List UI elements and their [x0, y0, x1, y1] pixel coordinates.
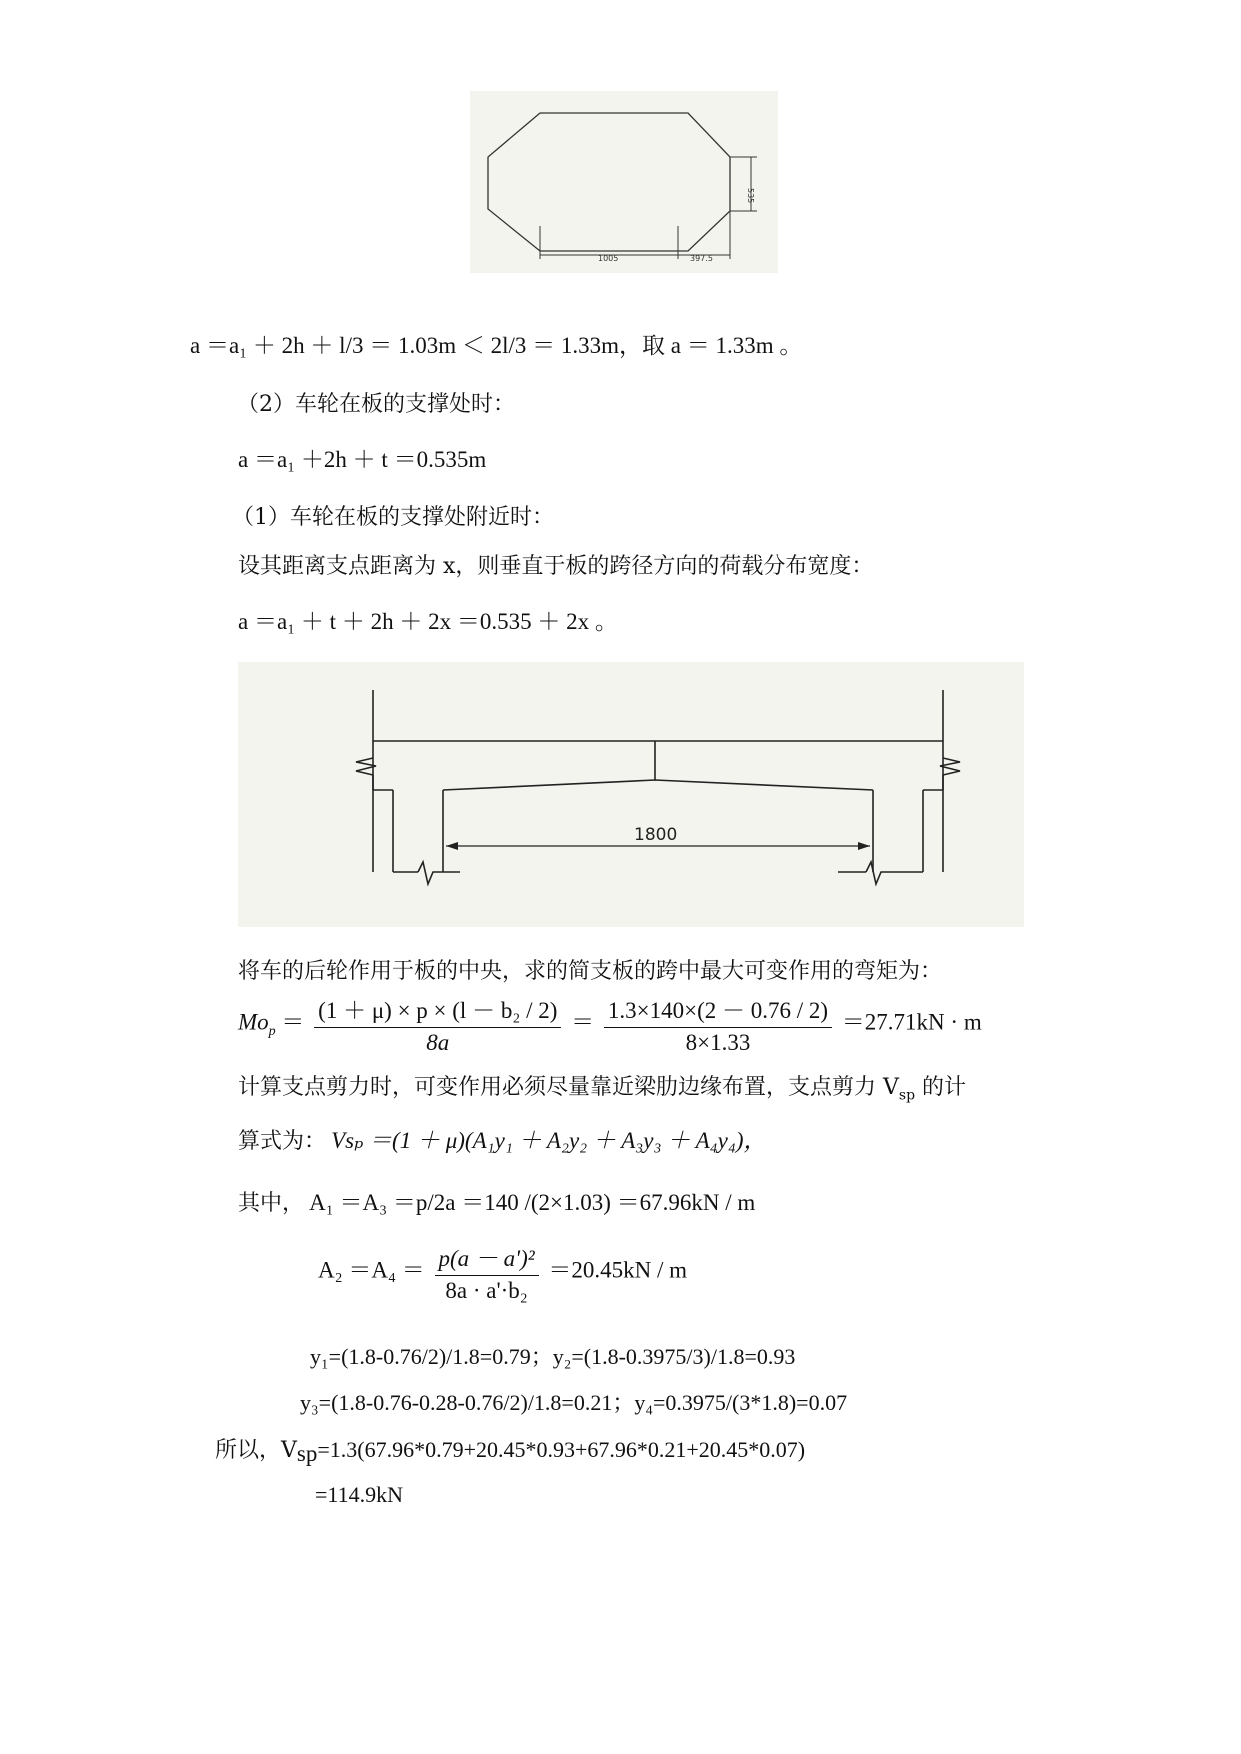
moment-fraction-1 — [314, 992, 561, 1056]
moment-lhs-sub: p — [268, 1023, 276, 1039]
text-moment: 将车的后轮作用于板的中央，求的简支板的跨中最大可变作用的弯矩为： — [238, 959, 943, 984]
figure-octagon — [470, 91, 778, 273]
a2-frac-den: 8a · a'·b₂ — [445, 1278, 528, 1303]
formula-a-near: a ＝a₁ ＋ t ＋ 2h ＋ 2x ＝0.535 ＋ 2x 。 — [238, 609, 618, 634]
a2-fraction — [435, 1240, 539, 1304]
result-expr: =1.3(67.96*0.79+20.45*0.93+67.96*0.21+20.45*0.07) — [317, 1437, 806, 1462]
y-line-1: y₁=(1.8-0.76/2)/1.8=0.79；y₂=(1.8-0.3975/3)/1.8=0.93 — [310, 1344, 796, 1369]
moment-frac1-num: (1 ＋ μ) × p × (l － b₂ / 2) — [314, 992, 561, 1028]
formula-moment: $Mo_p$ ＝ $\frac{\text{(1 ＋ μ) × p × (l － b₂ / 2)}}{8a}$ ＝ $\frac{1.3\times 140\times(2 - 0.76 / 2)}{8\times 1.33}$ ＝27.71kN · m — [238, 992, 982, 1056]
a2-result: ＝20.45kN / m — [548, 1257, 688, 1283]
result-prefix: 所以，V — [215, 1438, 297, 1463]
moment-lhs: Mo — [238, 1009, 269, 1035]
figure-span — [238, 662, 1024, 927]
dim-side-label: 397.5 — [690, 254, 713, 263]
a2-lhs: A₂ ＝A₄ ＝ — [318, 1257, 425, 1283]
moment-frac2-num: 1.3×140×(2 － 0.76 / 2) — [604, 992, 832, 1028]
moment-fraction-2 — [604, 992, 832, 1056]
moment-frac1-den: 8a — [426, 1030, 450, 1055]
result-final: =114.9kN — [315, 1482, 403, 1507]
text-shear-1-sub: sp — [898, 1087, 916, 1104]
formula-a-support: a ＝a₁ ＋2h ＋ t ＝0.535m — [238, 447, 487, 472]
dim-height-label: 535 — [746, 188, 755, 204]
span-diagram — [238, 662, 1024, 927]
dim-span-label: 1800 — [634, 825, 678, 845]
octagon-diagram — [470, 91, 778, 273]
formula-a2 — [318, 1240, 687, 1304]
dim-bottom-label: 1005 — [598, 254, 619, 263]
text-shear-2: 算式为： — [238, 1129, 327, 1154]
heading-case-1: （1）车轮在板的支撑处附近时： — [232, 505, 554, 530]
formula-shear: Vsₚ ＝(1 ＋ μ)(A₁y₁ ＋ A₂y₂ ＋ A₃y₃ ＋ A₄y₄)， — [331, 1128, 767, 1153]
text-near-support: 设其距离支点距离为 x，则垂直于板的跨径方向的荷载分布宽度： — [238, 554, 874, 579]
text-shear-1: 计算支点剪力时，可变作用必须尽量靠近梁肋边缘布置，支点剪力 V — [238, 1075, 899, 1100]
text-where: 其中， — [238, 1191, 305, 1216]
moment-frac2-den: 8×1.33 — [685, 1030, 751, 1055]
moment-result: ＝27.71kN · m — [841, 1009, 982, 1035]
result-line — [215, 1433, 805, 1467]
line-a1 — [238, 1184, 755, 1217]
heading-case-2: （2）车轮在板的支撑处时： — [237, 392, 515, 417]
text-shear-1-end: 的计 — [915, 1075, 967, 1100]
formula-a-general: a ＝a₁ ＋ 2h ＋ l/3 ＝ 1.03m ＜ 2l/3 ＝ 1.33m，取 a ＝ 1.33m 。 — [190, 333, 803, 358]
y-line-2: y₃=(1.8-0.76-0.28-0.76/2)/1.8=0.21；y₄=0.3975/(3*1.8)=0.07 — [300, 1390, 848, 1415]
result-sub: sp — [296, 1441, 318, 1467]
text-shear-line-1 — [238, 1070, 966, 1103]
formula-a1: A₁ ＝A₃ ＝p/2a ＝140 /(2×1.03) ＝67.96kN / m — [309, 1190, 756, 1215]
a2-frac-num: p(a － a')² — [435, 1240, 539, 1276]
text-shear-line-2 — [238, 1122, 767, 1155]
